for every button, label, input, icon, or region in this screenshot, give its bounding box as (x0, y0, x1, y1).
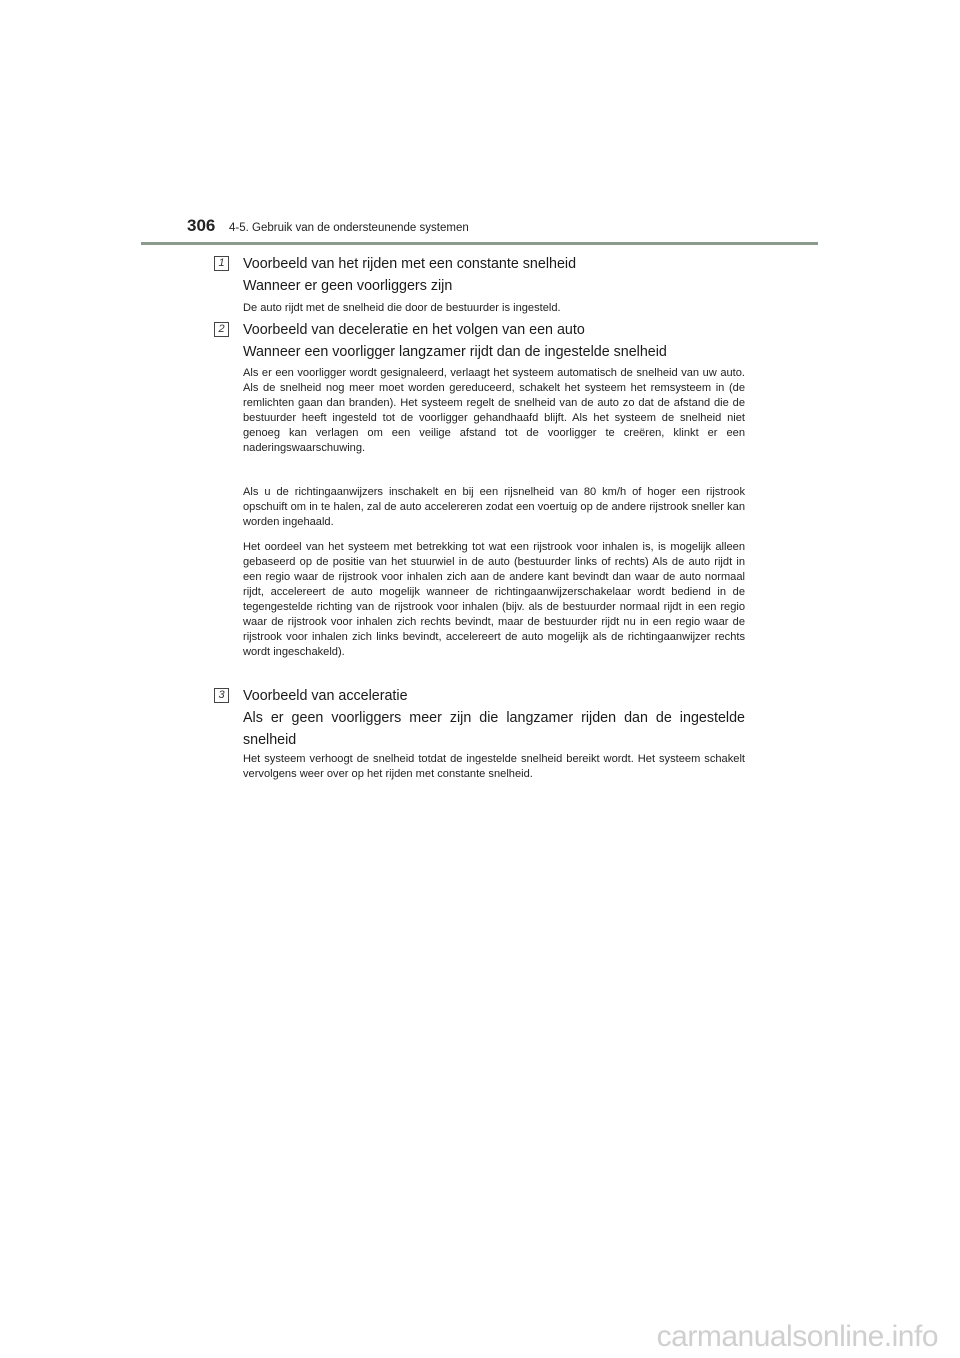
page-number: 306 (187, 216, 216, 235)
header-rule (141, 242, 818, 245)
section-2-paragraph-1: Als er een voorligger wordt gesignaleerd, verlaagt het systeem automatisch de snelheid van uw auto. Als de snelheid nog meer moet worden gereduceerd, schakelt het systeem het remsysteem in (de remlichten gaan dan branden). Het systeem regelt de snelheid van de auto zo dat de afstand die de bestuurder heeft ingesteld tot de voorligger gehandhaafd blijft. Als het systeem de snelheid niet genoeg kan verlagen om een veilige afstand tot de voorligger te creëren, klinkt er een naderingswaarschuwing. (243, 367, 745, 454)
section-2-heading-line2: Wanneer een voorligger langzamer rijdt dan de ingestelde snelheid (243, 344, 667, 360)
section-1-heading (243, 253, 745, 297)
chapter-title: 4-5. Gebruik van de ondersteunende systemen (229, 222, 469, 234)
section-3-heading-line2: Als er geen voorliggers meer zijn die langzamer rijden dan de ingestelde snelheid (243, 710, 745, 748)
section-3-heading-line1: Voorbeeld van acceleratie (243, 688, 408, 704)
section-3-heading (243, 685, 745, 751)
section-2-heading (243, 319, 745, 363)
section-2-paragraph-3: Het oordeel van het systeem met betrekking tot wat een rijstrook voor inhalen is, is mogelijk alleen gebaseerd op de positie van het stuurwiel in de auto (bestuurder links of rechts) Als de auto rijdt in een regio waar de rijstrook voor inhalen zich aan de andere kant bevindt dan waar de auto normaal rijdt, accelereert de auto mogelijk wanneer de richtingaanwijzerschakelaar wordt bediend in de tegengestelde richting van de rijstrook voor inhalen (bijv. als de bestuurder normaal rijdt in een regio waar de rijstrook voor inhalen zich rechts bevindt, maar de bestuurder rijdt nu in een regio waar de rijstrook voor inhalen zich links bevindt, accelereert de auto mogelijk als de richtingaanwijzer rechts wordt ingeschakeld). (243, 541, 745, 658)
section-3-paragraph-1: Het systeem verhoogt de snelheid totdat de ingestelde snelheid bereikt wordt. Het systeem schakelt vervolgens weer over op het rijden met constante snelheid. (243, 753, 745, 780)
section-1-paragraph-1: De auto rijdt met de snelheid die door de bestuurder is ingesteld. (243, 302, 561, 314)
watermark: carmanualsonline.info (656, 1320, 938, 1353)
section-1-heading-line2: Wanneer er geen voorliggers zijn (243, 278, 453, 294)
section-1-heading-line1: Voorbeeld van het rijden met een constante snelheid (243, 256, 577, 272)
section-2-number-badge: 2 (214, 322, 229, 337)
section-3-number-badge: 3 (214, 688, 229, 703)
section-2-paragraph-2: Als u de richtingaanwijzers inschakelt en bij een rijsnelheid van 80 km/h of hoger een rijstrook opschuift om in te halen, zal de auto accelereren zodat een voertuig op de andere rijstrook sneller kan worden ingehaald. (243, 486, 745, 528)
section-2-heading-line1: Voorbeeld van deceleratie en het volgen van een auto (243, 322, 585, 338)
section-1-number-badge: 1 (214, 256, 229, 271)
